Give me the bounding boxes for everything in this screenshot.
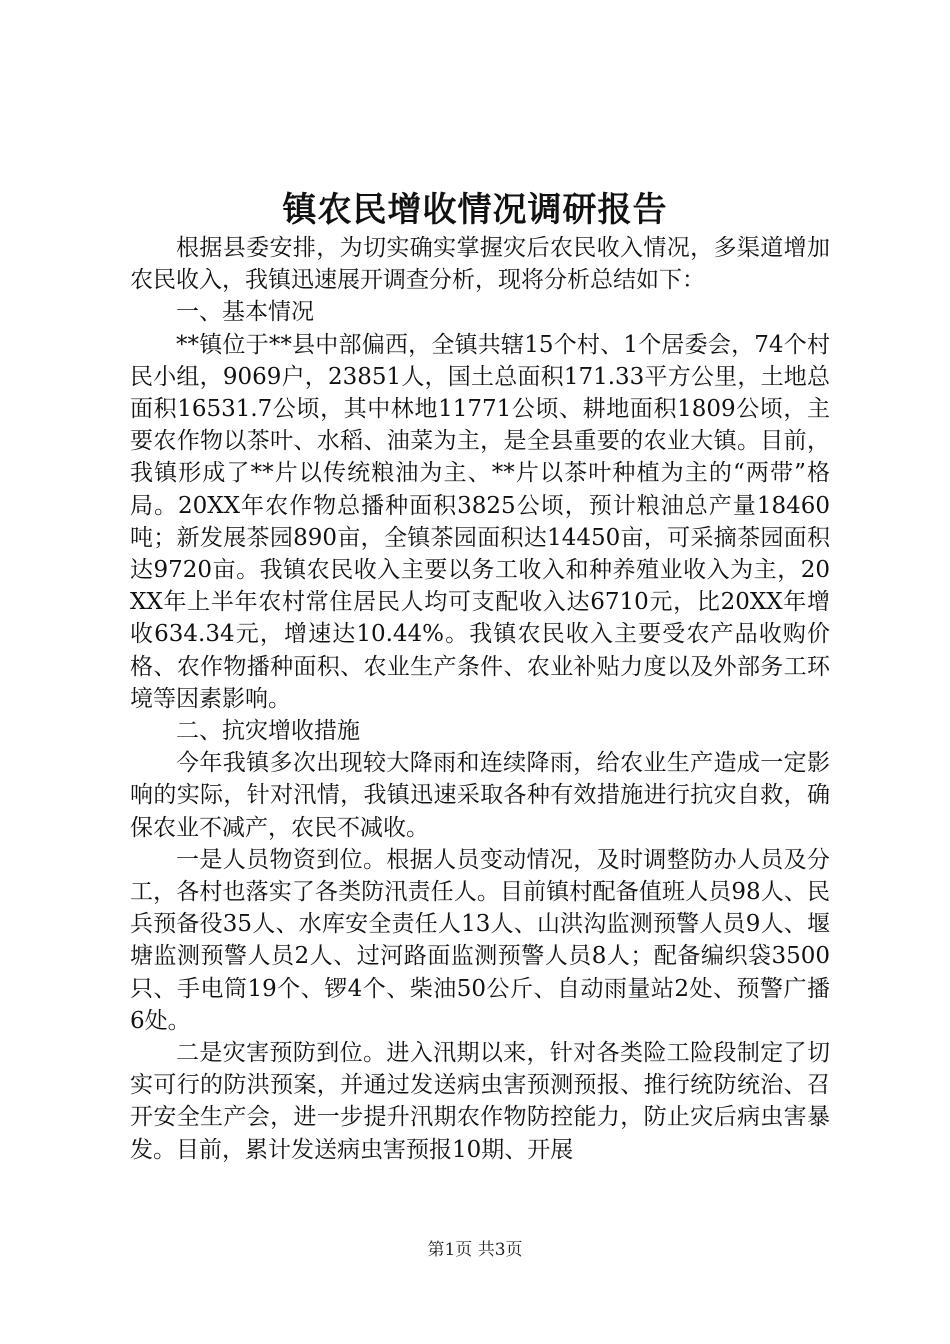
measure-paragraph-personnel: 一是人员物资到位。根据人员变动情况，及时调整防办人员及分工，各村也落实了各类防汛责任人。目前镇村配备值班人员98人、民兵预备役35人、水库安全责任人13人、山洪沟监测预警人员9人、堰塘监测预警人员2人、过河路面监测预警人员8人；配备编织袋3500只、手电筒19个、锣4个、柴油50公斤、自动雨量站2处、预警广播6处。: [130, 846, 830, 1034]
measure-paragraph-prevention: 二是灾害预防到位。进入汛期以来，针对各类险工险段制定了切实可行的防洪预案，并通过发送病虫害预测预报、推行统防统治、召开安全生产会，进一步提升汛期农作物防控能力，防止灾后病虫害暴发。目前，累计发送病虫害预报10期、开展: [130, 1040, 830, 1163]
document-title: 镇农民增收情况调研报告: [282, 190, 668, 230]
intro-paragraph: 根据县委安排，为切实确实掌握灾后农民收入情况，多渠道增加农民收入，我镇迅速展开调查分析，现将分析总结如下：: [130, 235, 830, 294]
section-paragraph-basic-situation: **镇位于**县中部偏西，全镇共辖15个村、1个居委会，74个村民小组，9069户，23851人，国土总面积171.33平方公里，土地总面积16531.7公顷，其中林地11771公顷、耕地面积1809公顷，主要农作物以茶叶、水稻、油菜为主，是全县重要的农业大镇。目前，我镇形成了**片以传统粮油为主、**片以茶叶种植为主的“两带”格局。20XX年农作物总播种面积3825公顷，预计粮油总产量18460吨；新发展茶园890亩，全镇茶园面积达14450亩，可采摘茶园面积达9720亩。我镇农民收入主要以务工收入和种养殖业收入为主，20XX年上半年农村常住居民人均可支配收入达6710元，比20XX年增收634.34元，增速达10.44%。我镇农民收入主要受农产品收购价格、农作物播种面积、农业生产条件、农业补贴力度以及外部务工环境等因素影响。: [130, 331, 830, 712]
section-heading-measures: 二、抗灾增收措施: [176, 718, 360, 745]
page-number-footer: 第1页 共3页: [427, 1240, 523, 1260]
document-body: [130, 232, 830, 1166]
section-paragraph-measures-intro: 今年我镇多次出现较大降雨和连续降雨，给农业生产造成一定影响的实际，针对汛情，我镇迅速采取各种有效措施进行抗灾自救，确保农业不减产，农民不减收。: [130, 750, 830, 841]
section-heading-basic-situation: 一、基本情况: [176, 299, 314, 326]
